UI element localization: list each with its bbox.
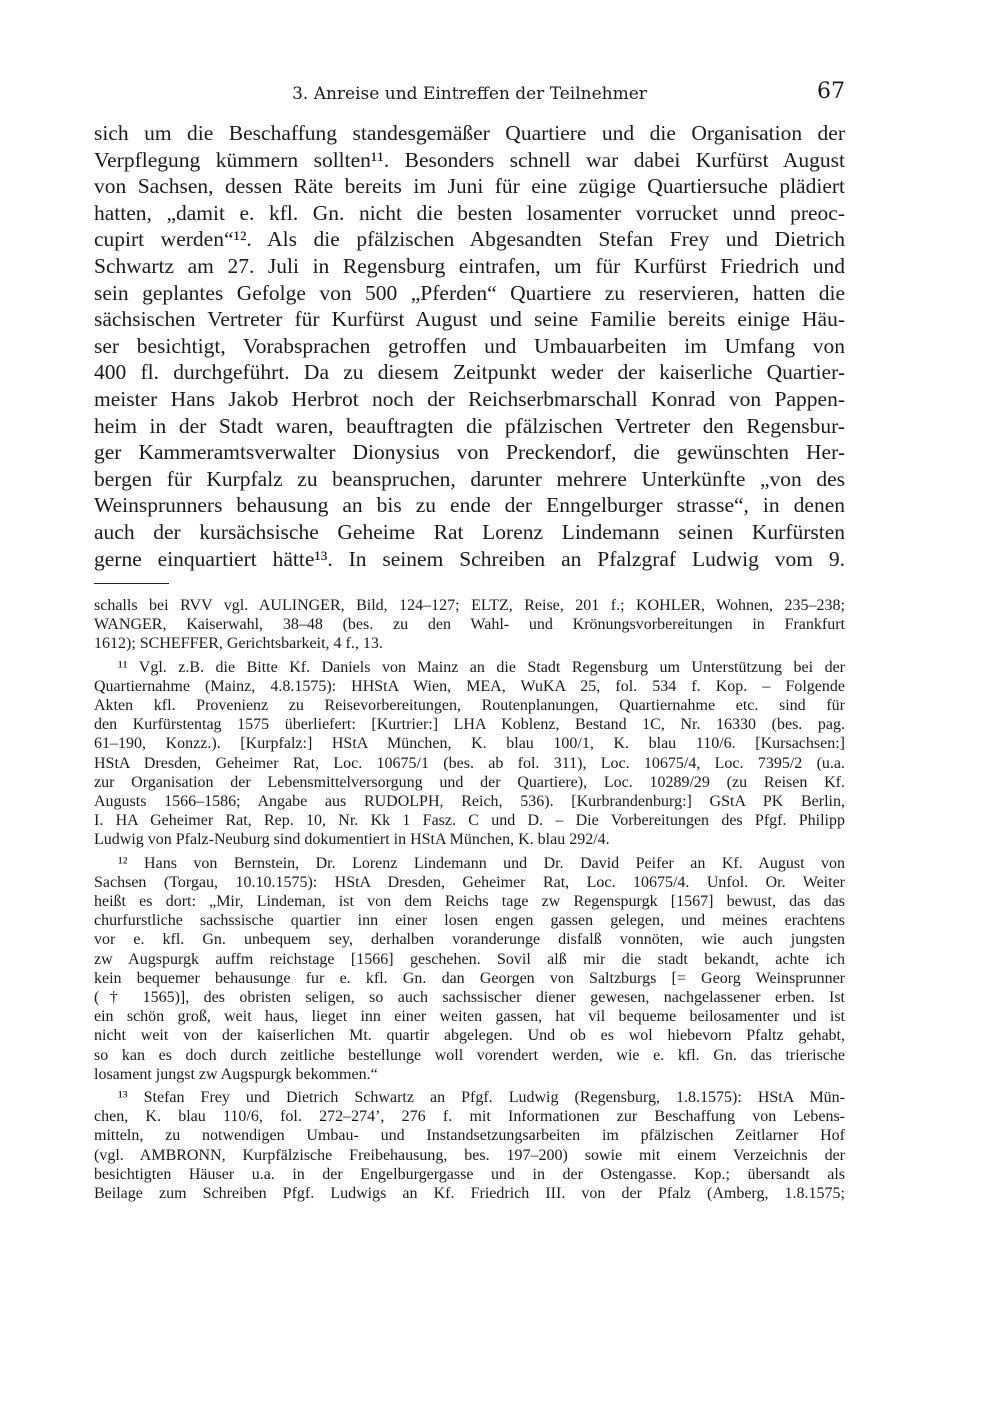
- footnote-line: kein bequemer behausunge fur e. kfl. Gn. dan Georgen von Saltzburgs [= Georg Weinsprunner: [94, 969, 845, 987]
- footnote-line: ¹¹ Vgl. z.B. die Bitte Kf. Daniels von Mainz an die Stadt Regensburg um Unterstützung bei der: [118, 658, 845, 676]
- body-line: heim in der Stadt waren, beauftragten die pfälzischen Vertreter den Regensbur-: [94, 413, 845, 438]
- body-line: Weinsprunners behausung an bis zu ende der Enngelburger strasse“, in denen: [94, 493, 845, 518]
- body-line: ser besichtigt, Vorabsprachen getroffen und Umbauarbeiten im Umfang von: [94, 333, 845, 358]
- body-line: sich um die Beschaffung standesgemäßer Quartiere und die Organisation der: [94, 121, 845, 145]
- footnote-line: I. HA Geheimer Rat, Rep. 10, Nr. Kk 1 Fasz. C und D. – Die Vorbereitungen des Pfgf. Philipp: [94, 812, 845, 830]
- body-line: Schwartz am 27. Juli in Regensburg eintrafen, um für Kurfürst Friedrich und: [94, 253, 845, 278]
- footnote-line: vor e. kfl. Gn. unbequem sey, derhalben voranderunge disfalß vonnöten, wie auch jungsten: [94, 931, 845, 949]
- footnote-line: 61–190, Konzz.). [Kurpfalz:] HStA München, K. blau 100/1, K. blau 110/6. [Kursachsen:]: [94, 735, 845, 753]
- footnote-line: mitteln, zu notwendigen Umbau- und Instandsetzungsarbeiten im pfälzischen Zeitlarner Hof: [94, 1127, 845, 1145]
- footnote-line: schalls bei RVV vgl. AULINGER, Bild, 124–127; ELTZ, Reise, 201 f.; KOHLER, Wohnen, 235–238;: [94, 597, 845, 614]
- footnote-line: nicht weit von der kaiserlichen Mt. quartir abgelegen. Und ob es wol hiebevorn Pfaltz gehabt,: [94, 1027, 845, 1045]
- footnote-11: [94, 658, 845, 850]
- body-line: bergen für Kurpfalz zu beanspruchen, darunter mehrere Unterkünfte „von des: [94, 466, 845, 491]
- footnote-line: heißt es dort: „Mir, Lindeman, ist von dem Reichs tage zw Regenspurgk [1567] bewust, das das: [94, 893, 845, 911]
- footnote-line: ¹² Hans von Bernstein, Dr. Lorenz Lindemann und Dr. David Peifer an Kf. August von: [118, 854, 845, 872]
- body-line: Verpflegung kümmern sollten¹¹. Besonders schnell war dabei Kurfürst August: [94, 147, 845, 172]
- body-line: 400 fl. durchgeführt. Da zu diesem Zeitpunkt weder der kaiserliche Quartier-: [94, 360, 845, 385]
- footnote-line: (vgl. AMBRONN, Kurpfälzische Freibehausung, bes. 197–200) sowie mit einem Verzeichnis der: [94, 1146, 845, 1164]
- body-line: hatten, „damit e. kfl. Gn. nicht die besten losamenter vorrucket unnd preoc-: [94, 200, 845, 225]
- body-line: ger Kammeramtsverwalter Dionysius von Preckendorf, die gewünschten Her-: [94, 440, 845, 465]
- body-line: sächsischen Vertreter für Kurfürst August und seine Familie bereits einige Häu-: [94, 307, 845, 332]
- footnote-line: Augusts 1566–1586; Angabe aus RUDOLPH, Reich, 536). [Kurbrandenburg:] GStA PK Berlin,: [94, 793, 845, 811]
- footnote-line: Beilage zum Schreiben Pfgf. Ludwigs an Kf. Friedrich III. von der Pfalz (Amberg, 1.8.1575;: [94, 1185, 845, 1203]
- running-head: 3. Anreise und Eintreffen der Teilnehmer: [292, 84, 647, 104]
- footnote-line: Ludwig von Pfalz-Neuburg sind dokumentiert in HStA München, K. blau 292/4.: [94, 831, 610, 849]
- body-line: cupirt werden“¹². Als die pfälzischen Abgesandten Stefan Frey und Dietrich: [94, 227, 845, 252]
- footnote-divider: [94, 583, 169, 584]
- footnote-line: († 1565)], des obristen seligen, so auch sachssischer diener gewesen, nachgelassener erben. Ist: [94, 989, 845, 1007]
- footnote-line: Quartiernahme (Mainz, 4.8.1575): HHStA Wien, MEA, WuKA 25, fol. 534 f. Kop. – Folgende: [94, 677, 845, 695]
- body-line: gerne einquartiert hätte¹³. In seinem Schreiben an Pfalzgraf Ludwig vom 9.: [94, 546, 845, 571]
- footnote-line: zw Augspurgk auffm reichstage [1566] geschehen. Sovil alß mir die stadt bekandt, achte ich: [94, 950, 845, 968]
- footnote-line: Akten kfl. Provenienz zu Reisevorbereitungen, Routenplanungen, Quartiernahme etc. sind für: [94, 697, 845, 715]
- footnote-line: so kan es doch durch zeitliche bestellunge woll vorendert werden, wie e. kfl. Gn. das trierische: [94, 1046, 845, 1064]
- footnote-line: zur Organisation der Lebensmittelversorgung und der Quartiere), Loc. 10289/29 (zu Reisen Kf.: [94, 773, 845, 791]
- footnote-line: losament jungst zw Augspurgk bekommen.“: [94, 1065, 378, 1083]
- footnote-line: den Kurfürstentag 1575 überliefert: [Kurtrier:] LHA Koblenz, Bestand 1C, Nr. 16330 (bes. pag.: [94, 716, 845, 734]
- page-header: [94, 80, 845, 108]
- body-line: sein geplantes Gefolge von 500 „Pferden“ Quartiere zu reservieren, hatten die: [94, 280, 845, 305]
- footnote-line: WANGER, Kaiserwahl, 38–48 (bes. zu den Wahl- und Krönungsvorbereitungen in Frankfurt: [94, 616, 845, 634]
- footnote-continuation: [94, 596, 845, 654]
- main-text: [94, 120, 845, 572]
- footnote-12: [94, 854, 845, 1084]
- footnote-line: besichtigten Häuser u.a. in der Engelburgergasse und in der Ostengasse. Kop.; übersandt als: [94, 1165, 845, 1183]
- body-line: von Sachsen, dessen Räte bereits im Juni für eine zügige Quartiersuche plädiert: [94, 174, 845, 199]
- footnote-line: chen, K. blau 110/6, fol. 272–274’, 276 f. mit Informationen zur Beschaffung von Lebens-: [94, 1108, 845, 1126]
- body-line: auch der kursächsische Geheime Rat Lorenz Lindemann seinen Kurfürsten: [94, 519, 845, 544]
- footnote-line: HStA Dresden, Geheimer Rat, Loc. 10675/1 (bes. ab fol. 311), Loc. 10675/4, Loc. 7395/2 (u.a.: [94, 754, 845, 772]
- body-line: meister Hans Jakob Herbrot noch der Reichserbmarschall Konrad von Pappen-: [94, 386, 845, 411]
- footnote-line: churfurstliche sachssische quartier inn einer losen engen gassen gelegen, und meines erachtens: [94, 912, 845, 930]
- footnote-line: 1612); SCHEFFER, Gerichtsbarkeit, 4 f., 13.: [94, 635, 383, 653]
- footnote-line: ein schön groß, weit haus, lieget inn einer weiten gassen, hat vil bequeme beilosamenter und ist: [94, 1008, 845, 1026]
- footnotes: [94, 596, 845, 1203]
- footnote-13: [94, 1088, 845, 1203]
- page-number: 67: [817, 79, 845, 104]
- footnote-line: ¹³ Stefan Frey und Dietrich Schwartz an Pfgf. Ludwig (Regensburg, 1.8.1575): HStA Mün-: [118, 1089, 845, 1107]
- footnote-line: Sachsen (Torgau, 10.10.1575): HStA Dresden, Geheimer Rat, Loc. 10675/4. Unfol. Or. Weiter: [94, 873, 845, 891]
